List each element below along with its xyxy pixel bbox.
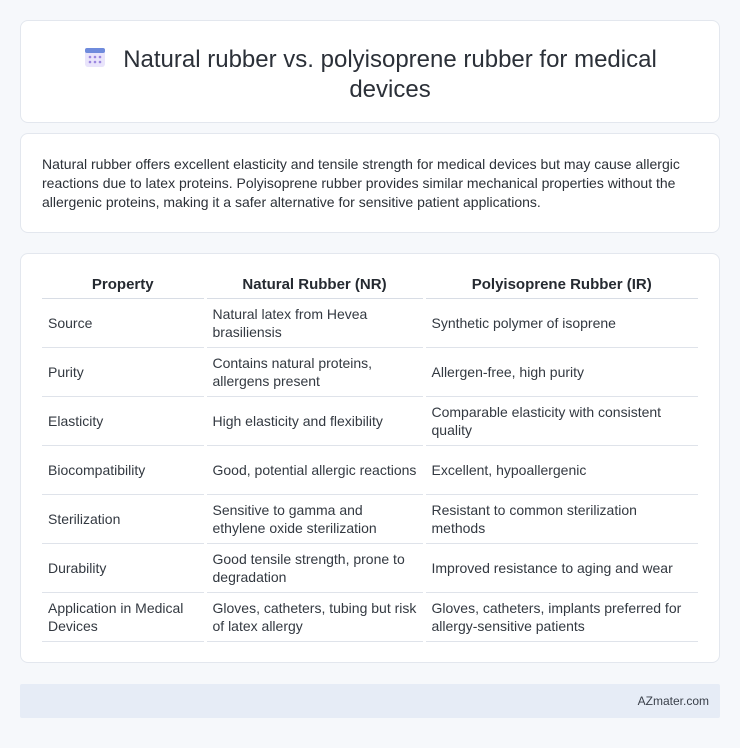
table-row	[42, 592, 698, 641]
property-cell: Purity	[42, 347, 205, 396]
natural-rubber-cell: Contains natural proteins, allergens present	[205, 347, 424, 396]
property-cell: Biocompatibility	[42, 445, 205, 494]
column-header: Natural Rubber (NR)	[205, 276, 424, 298]
summary-text: Natural rubber offers excellent elasticity and tensile strength for medical devices but may cause allergic reactions due to latex proteins. Polyisoprene rubber provides similar mechanical properties without the allergenic proteins, making it a safer alternative for sensitive patient applications.	[42, 156, 680, 210]
summary-card	[20, 133, 720, 233]
page-title: Natural rubber vs. polyisoprene rubber for medical devices	[123, 46, 657, 103]
property-cell: Sterilization	[42, 494, 205, 543]
property-cell: Application in Medical Devices	[42, 592, 205, 641]
table-row	[42, 347, 698, 396]
polyisoprene-cell: Synthetic polymer of isoprene	[424, 298, 698, 347]
table-row	[42, 445, 698, 494]
table-row	[42, 494, 698, 543]
polyisoprene-cell: Resistant to common sterilization methods	[424, 494, 698, 543]
property-cell: Source	[42, 298, 205, 347]
table-header-row	[42, 276, 698, 298]
footer-bar	[20, 684, 720, 718]
natural-rubber-cell: High elasticity and flexibility	[205, 396, 424, 445]
polyisoprene-cell: Excellent, hypoallergenic	[424, 445, 698, 494]
polyisoprene-cell: Gloves, catheters, implants preferred for allergy-sensitive patients	[424, 592, 698, 641]
natural-rubber-cell: Sensitive to gamma and ethylene oxide sterilization	[205, 494, 424, 543]
column-header: Polyisoprene Rubber (IR)	[424, 276, 698, 298]
comparison-table-card	[20, 253, 720, 663]
footer-site-link[interactable]: AZmater.com	[637, 694, 709, 708]
column-header: Property	[42, 276, 205, 298]
polyisoprene-cell: Allergen-free, high purity	[424, 347, 698, 396]
comparison-table	[42, 276, 698, 642]
natural-rubber-cell: Natural latex from Hevea brasiliensis	[205, 298, 424, 347]
property-cell: Elasticity	[42, 396, 205, 445]
table-row	[42, 543, 698, 592]
title-card	[20, 20, 720, 123]
natural-rubber-cell: Good, potential allergic reactions	[205, 445, 424, 494]
table-row	[42, 396, 698, 445]
natural-rubber-cell: Good tensile strength, prone to degradation	[205, 543, 424, 592]
polyisoprene-cell: Improved resistance to aging and wear	[424, 543, 698, 592]
natural-rubber-cell: Gloves, catheters, tubing but risk of latex allergy	[205, 592, 424, 641]
table-row	[42, 298, 698, 347]
polyisoprene-cell: Comparable elasticity with consistent quality	[424, 396, 698, 445]
property-cell: Durability	[42, 543, 205, 592]
